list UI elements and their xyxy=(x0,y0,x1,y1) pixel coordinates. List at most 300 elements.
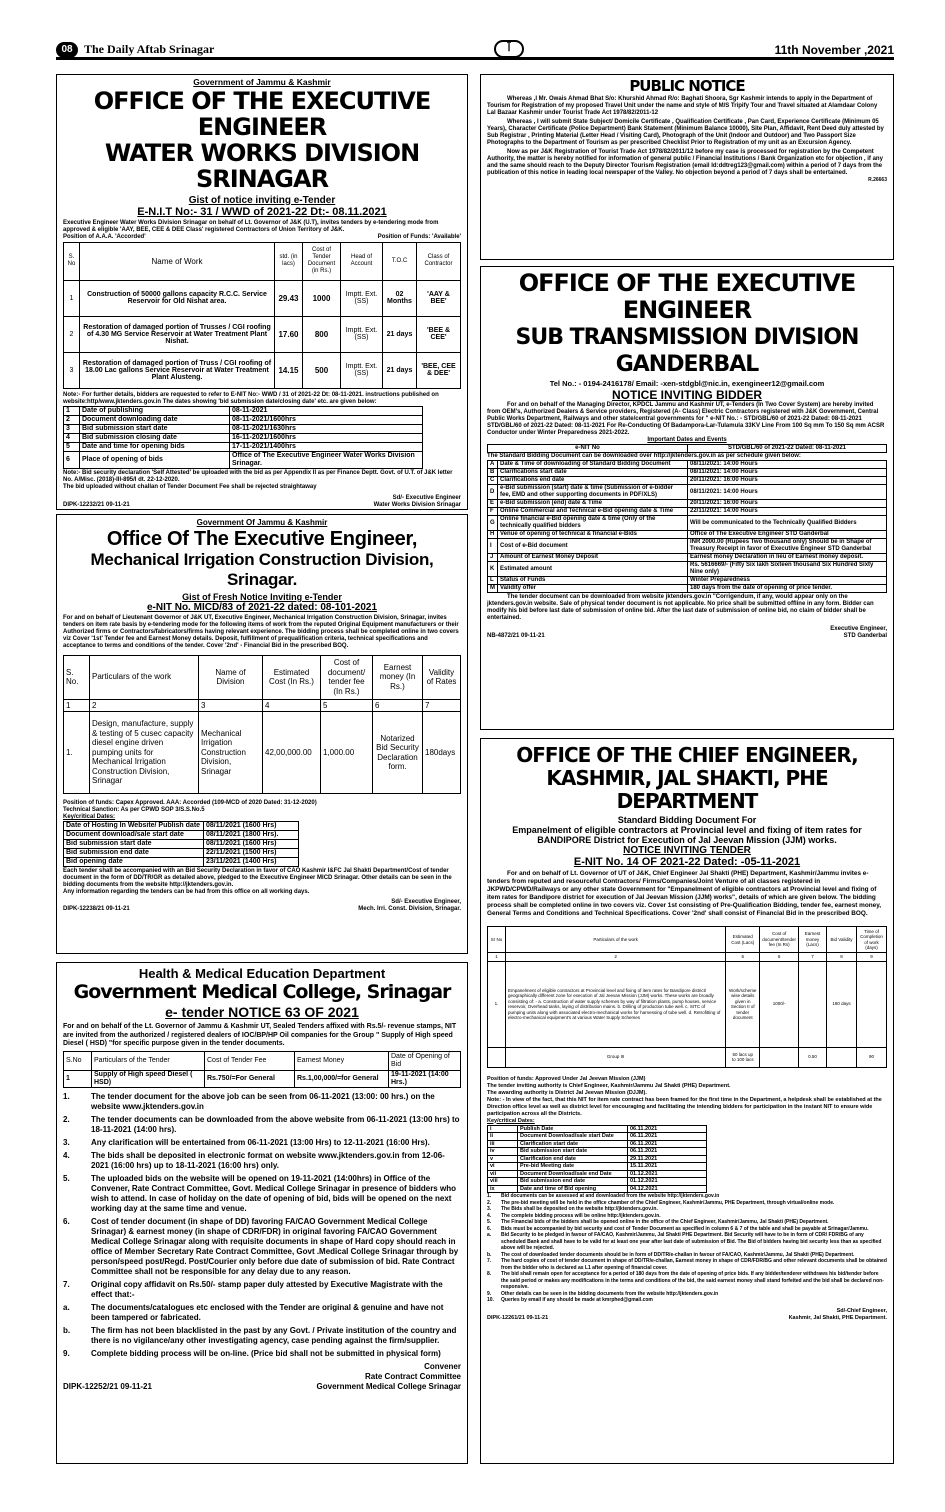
cell: 17.60 xyxy=(275,316,303,352)
cell: Bid submission closing date xyxy=(80,433,230,442)
list-item xyxy=(63,1349,461,1359)
cell xyxy=(760,1047,799,1067)
table-row xyxy=(488,500,887,508)
gmc-th: Earnest Money xyxy=(295,1051,389,1070)
std-para: The tender document can be downloaded from website jktenders.gov.in "Corrigendum, if any, would appear only on the jktenders.gov.in website. Sale of physical tender document is not applicable. No price shall be submitted offline in any form. Bidder can modify his bid before last date of submission of online bid. After the last date of submission of online bid, no claim of bidder shall be entertained. xyxy=(487,594,874,621)
cell: Date & Time of downloading of Standard Bidding Document xyxy=(498,461,688,469)
micd-th: Estimated Cost (In Rs.) xyxy=(263,655,321,699)
cell: 19-11-2021 (14:00 Hrs.) xyxy=(389,1070,461,1087)
cell: 06.11.2021 xyxy=(628,1133,707,1141)
table-row xyxy=(488,469,887,477)
list-item xyxy=(63,1115,461,1135)
cell: 08/11/2021: 14:00 Hours xyxy=(688,461,887,469)
table-row xyxy=(488,531,887,539)
cell: M xyxy=(488,585,498,593)
cell xyxy=(726,1047,760,1067)
phe-th: Earnest money (Lacs) xyxy=(799,927,827,953)
cell: 21 days xyxy=(383,352,417,388)
cell: 5 xyxy=(64,442,80,451)
cell: 2 xyxy=(64,415,80,424)
item-text: The bid shall remain open for acceptance for a period of 180 days from the date of opening of price bids. If any bidder/tenderer withdraws his bid/tender before the said period or makes any modifications in the terms and conditions of the bid, the said earnest money shall stand forfeited and the bid shall be declared non-responsive. xyxy=(501,1271,884,1290)
cell: Notarized Bid Security Declaration form. xyxy=(373,712,423,794)
item-number: 1. xyxy=(63,1091,70,1101)
item-text: The Financial bids of the bidders shall be opened online in the office of the Chief Engineer, Kashmir/Jammu, Jal Shakti (PHE) Department. xyxy=(501,1219,829,1225)
cell: 1 xyxy=(64,1070,92,1087)
cell: Supply of High speed Diesel ( HSD) xyxy=(92,1070,205,1087)
gmc-th: Particulars of the Tender xyxy=(92,1051,205,1070)
std-dates-title: Important Dates and Events xyxy=(647,437,727,443)
range-end: to 100 lacs xyxy=(731,1057,754,1062)
cell: Restoration of damaged portion of Truss / CGI roofing of 18.00 Lac gallons Service Reservoir at Water Treatment Plant Alusteng. xyxy=(80,352,275,388)
wwd-note-3: The bid uploaded without challan of Tender Document Fee shall be rejected straightaway xyxy=(63,483,317,490)
cell: Document downloading date xyxy=(80,415,230,424)
phe-works-table xyxy=(487,926,887,1068)
micd-enit: e-NIT No. MICD/83 of 2021-22 dated: 08-101-2021 xyxy=(146,601,378,613)
gmc-th: Cost of Tender Fee xyxy=(205,1051,295,1070)
wwd-th: Cost of Tender Document (in Rs.) xyxy=(303,242,341,280)
cell: Imptt. Ext. (SS) xyxy=(341,352,383,388)
gmc-dept: Health & Medical Education Department xyxy=(138,966,386,981)
cell: Office of The Executive Engineer Water Works Division Srinagar. xyxy=(230,451,423,468)
list-item xyxy=(63,1151,461,1171)
item-number: 7. xyxy=(487,1258,492,1264)
cell: Date and time for opening bids xyxy=(80,442,230,451)
cell: viii xyxy=(488,1178,518,1186)
wwd-th: Head of Account xyxy=(341,242,383,280)
cell: 14.15 xyxy=(275,352,303,388)
cell: 1000 xyxy=(303,280,341,316)
cell: Status of Funds xyxy=(498,577,688,585)
list-item xyxy=(487,1232,887,1252)
cell: Bid submission start date xyxy=(518,1148,628,1156)
cell: 9 xyxy=(857,953,887,962)
std-schedule-table xyxy=(487,460,887,593)
cell: K xyxy=(488,562,498,577)
cell: Imptt. Ext. (SS) xyxy=(341,280,383,316)
phe-th: Time of Completion of work (days) xyxy=(857,927,887,953)
cell: 6 xyxy=(64,451,80,468)
item-text: The uploaded bids on the website will be opened on 19-11-2021 (14:00hrs) in Office of the Convener, Rate Contract Committee, Govt. Medical College Srinagar in presence of bidders who wish to attend. In case of holiday on the date of opening of bid, bids will be opened on the next working day at the same time and venue. xyxy=(91,1173,456,1213)
wwd-works-table xyxy=(63,242,461,389)
cell: Office of The Executive Engineer STD Ganderbal xyxy=(688,531,887,539)
micd-para-2: Any information regarding the tenders can be had from this office on all working days. xyxy=(63,889,310,895)
phe-points xyxy=(487,1193,887,1304)
phe-th: Cost of document/tender fee (In Rs) xyxy=(760,927,799,953)
gmc-title: Government Medical College, Srinagar xyxy=(73,981,451,1003)
cell: 21 days xyxy=(383,316,417,352)
wwd-sign-2: Water Works Division Srinagar xyxy=(373,501,461,508)
std-notice xyxy=(480,266,894,730)
cell: Date of publishing xyxy=(80,406,230,415)
gmc-dipk: DIPK-12252/21 09-11-21 xyxy=(63,1381,152,1391)
cell: Bid submission start date xyxy=(80,424,230,433)
micd-key: Key/critical Dates: xyxy=(63,814,116,820)
cell: 02 Months xyxy=(383,280,417,316)
list-item xyxy=(63,1326,461,1346)
table-row xyxy=(488,1148,707,1156)
cell: I xyxy=(488,539,498,554)
public-notice xyxy=(480,74,894,260)
table-row xyxy=(64,1070,461,1087)
item-number: 9. xyxy=(487,1290,492,1297)
public-p3: Now as per J&K Registration of Tourist Trade Act 1978/82/2011/12 before my case is processed for registration by the Competent Authority, the matter is hereby notified for information of general public / Financial Institutions / Bank Organization etc for objection , if any and the same should reach to the Deputy Director Tourism Registration (email Id:ddtreg123@gmail.com) within a period of 7 days from the publication of this notice in leading local newspaper of the Valley. No objection beyond a period of 7 days shall be entertained. xyxy=(487,149,883,176)
table-row xyxy=(488,485,887,500)
micd-th: Particulars of the work xyxy=(90,655,199,699)
cell: J xyxy=(488,554,498,562)
newspaper-logo-icon: آ xyxy=(494,40,524,58)
std-enit-table xyxy=(487,444,887,453)
wwd-note: Note:- For further details, bidders are requested to refer to E-NIT No:- WWD / 31 of 2021-22 Dt: 08-11-2021. instructions published on website:http/www.jktenders.gov.in The dates showing 'bid submission date/closing date' etc. are given below: xyxy=(63,391,439,405)
range-start: 50 lacs up xyxy=(732,1051,753,1057)
micd-works-table xyxy=(63,655,461,795)
micd-sign-1: Sd/- Executive Engineer, xyxy=(391,899,461,905)
table-row xyxy=(488,539,887,554)
cell: 01.12.2021 xyxy=(628,1170,707,1178)
table-row xyxy=(488,1047,887,1067)
micd-tech: Technical Sanction: As per CPWD SOP 3/S.S.No.5 xyxy=(63,807,205,813)
cell: 08/11/2021: 14:00 Hours xyxy=(688,469,887,477)
cell: Venue of opening of technical & financial e-Bids xyxy=(498,531,688,539)
phe-funds: Position of funds: Approved Under Jal Jeevan Mission (JJM) xyxy=(487,1075,646,1082)
cell: iv xyxy=(488,1148,518,1156)
cell: Will be communicated to the Technically Qualified Bidders xyxy=(688,516,887,531)
phe-auth-2: The awarding authority is District Jal Jeevan Mission (DJJM). xyxy=(487,1089,647,1096)
micd-dipk: DIPK-12238/21 09-11-21 xyxy=(63,906,130,912)
micd-notice xyxy=(56,514,468,954)
cell: E xyxy=(488,500,498,508)
cell xyxy=(488,1047,506,1067)
table-row xyxy=(488,1140,707,1148)
phe-sign-2: Kashmir, Jal Shakti, PHE Department. xyxy=(788,1314,887,1321)
table-row xyxy=(64,840,299,849)
cell: Amount of Earnest Money Deposit xyxy=(498,554,688,562)
item-text: Other details can be seen in the bidding documents from the website http://jktenders.gov.in xyxy=(501,1290,719,1297)
cell: 06.11.2021 xyxy=(628,1148,707,1156)
cell: Clarifications start date xyxy=(498,469,688,477)
std-contact: Tel No.: - 0194-2416178/ Email: -xen-stdgbl@nic.in, exengineer12@gmail.com xyxy=(549,379,825,388)
gmc-notice-no: e- tender NOTICE 63 OF 2021 xyxy=(165,1004,359,1020)
item-text: Any clarification will be entertained from 06-11-2021 (13:00 Hrs) to 12-11-2021 (16:00 Hrs). xyxy=(91,1137,430,1147)
cell: Bid submission end date xyxy=(64,849,204,858)
cell: ii xyxy=(488,1133,518,1141)
cell: A xyxy=(488,461,498,469)
list-item xyxy=(63,1138,461,1148)
item-number: 5. xyxy=(63,1173,70,1183)
table-row xyxy=(64,415,423,424)
cell: v xyxy=(488,1155,518,1163)
page-number: 08 xyxy=(56,42,78,58)
cell: Online financial e-Bid opening date & time (Only of the technically qualified bidders xyxy=(498,516,688,531)
wwd-th: std. (in lacs) xyxy=(275,242,303,280)
table-row xyxy=(488,516,887,531)
public-ref: R.26663 xyxy=(868,177,887,183)
cell: Restoration of damaged portion of Trusses / CGI roofing of 4.30 MG Service Reservoir at Water Treatment Plant Nishat. xyxy=(80,316,275,352)
micd-th: Cost of document/ tender fee (In Rs.) xyxy=(321,655,373,699)
cell: ix xyxy=(488,1185,518,1193)
cell: 15.11.2021 xyxy=(628,1163,707,1171)
cell: 800 xyxy=(303,316,341,352)
wwd-note-2: Note:- Bid security declaration 'Self Attested' be uploaded with the bid as per Appendix II as per Finance Deptt. Govt. of U.T. of J&K letter No. A/Misc. (2018)-III-895/I dt. 22-12-2020. xyxy=(63,469,453,483)
gmc-footer xyxy=(63,1382,461,1392)
cell: 06.11.2021 xyxy=(628,1140,707,1148)
table-row xyxy=(488,953,887,962)
list-item xyxy=(63,1280,461,1300)
cell: 08/11/2021 (1800 Hrs). xyxy=(204,831,299,840)
cell: 7 xyxy=(423,699,461,712)
micd-th: Name of Division xyxy=(199,655,263,699)
cell: Publish Date xyxy=(518,1125,628,1133)
phe-sub-1: Empanelment of eligible contractors at Provincial level and fixing of item rates for xyxy=(512,825,862,835)
cell: L xyxy=(488,577,498,585)
item-text: Original copy affidavit on Rs.50/- stamp paper duly attested by Executive Magistrate with the effect that:- xyxy=(91,1279,443,1299)
cell: 2 xyxy=(506,953,726,962)
phe-key: Key/critical Dates: xyxy=(487,1117,535,1124)
cell: 1 xyxy=(64,406,80,415)
std-sign-2: STD Ganderbal xyxy=(843,633,887,639)
item-text: Complete bidding process will be on-line. (Price bid shall not be submitted in physical form) xyxy=(91,1348,441,1358)
cell: C xyxy=(488,477,498,485)
cell: 5 xyxy=(321,699,373,712)
cell: 16-11-2021/1600hrs xyxy=(230,433,423,442)
micd-gov: Government Of Jammu & Kashmir xyxy=(196,518,328,527)
wwd-dates-table xyxy=(63,406,423,469)
cell: 17-11-2021/1400hrs xyxy=(230,442,423,451)
cell: vii xyxy=(488,1170,518,1178)
micd-sign-2: Mech. Irri. Const. Division, Srinagar. xyxy=(358,906,461,912)
item-number: 3. xyxy=(63,1137,70,1147)
cell: 08-11-2021/1600hrs xyxy=(230,415,423,424)
cell: Work/scheme wise details given in Section II of tender document xyxy=(726,961,760,1047)
phe-title-2: KASHMIR, JAL SHAKTI, PHE DEPARTMENT xyxy=(546,766,828,813)
phe-nit: NOTICE INVITING TENDER xyxy=(623,845,751,856)
cell: Design, manufacture, supply & testing of 5 cusec capacity diesel engine driven pumping units for Mechanical Irrigation Construction Division, Srinagar xyxy=(90,712,199,794)
item-text: The pre-bid meeting will be held in the office chamber of the Chief Engineer, Kashmir/Jammu, PHE Department, through virtual/online mode. xyxy=(501,1199,835,1206)
cell: 22/11/2021: 14:00 Hours xyxy=(688,508,887,516)
micd-th: S. No. xyxy=(64,655,90,699)
item-text: Bids must be accompanied by bid security and cost of Tender Document as specified in column 6 & 7 of the table and shall be payable at Srinagar/Jammu. xyxy=(501,1225,869,1232)
table-row xyxy=(488,1178,707,1186)
list-item xyxy=(63,1303,461,1323)
cell: Imptt. Ext. (SS) xyxy=(341,316,383,352)
std-title-1: OFFICE OF THE EXECUTIVE ENGINEER xyxy=(518,269,856,324)
public-p2: Whereas , I will submit State Subject/ Domicile Certificate , Qualification Certificate , Pan Card, Experience Certificate (Minimum 05 Years), Character Certificate (Police Department) Bank Statement (Minimum Balance 10000), Site Plan, Affidavit, Rent Deed duly attested by Sub Registrar , Printing Material (Letter Head / Visiting Card), Photograph of the Unit (Indoor and Outdoor) and Two Passport Size Photographs to the Department of Tourism as per prescribed Checklist Prior to Registration of my unit as an Excursion Agency. xyxy=(487,119,884,146)
wwd-footer xyxy=(63,502,461,509)
cell: Empanelment of eligible contractors at Provincial level and fixing of item rates for Bandipore district/ geographically different zone for execution of Jal Jeevan Mission (JJM) works. These works are broadly consisting of: - a. Construction of water supply schemes by way of filtration plants, pump houses, service reservoir, Overhead tanks, laying of distribution mains. b. Drilling of production tube well. c. SITC of pumping units along with associated electro-mechanical works for harnessing of tube well. d. Retrofitting of electro-mechanical equipment's at various Water Supply Schemes xyxy=(506,961,726,1047)
cell: 0.50 xyxy=(799,1047,827,1067)
micd-footer xyxy=(63,906,461,913)
table-row xyxy=(488,554,887,562)
phe-dipk: DIPK-12261/21 09-11-21 xyxy=(487,1314,549,1321)
cell: 1 xyxy=(64,699,90,712)
item-number: 7. xyxy=(63,1279,70,1289)
std-intro: For and on behalf of the Managing Director, KPDCL Jammu and Kashmir UT, e-Tenders (In Two Cover System) are hereby invited from OEM's, Authorized Dealers & Service providers, Registered (A- Class) Electric Contractors registered with J&K Government, Central Public Works Department, Railways and other state/central governments for " e-NIT No.: - STD/GBL/60 of 2021-22 Dated: 08-11-2021 STD/GBL/60 of 2021-22 Dated: 08-11-2021 For Re-Conducting Of Badampora-Lar-Tulamula 33KV Line From 100 Sq mm To 150 Sq mm ACSR Conductor under Winter Preparedness 2021-2022. xyxy=(487,402,885,436)
wwd-gist: Gist of notice inviting e-Tender xyxy=(188,194,336,206)
phe-th: Estimated Cost (Lacs) xyxy=(726,927,760,953)
item-number: 4. xyxy=(487,1212,492,1219)
wwd-notice xyxy=(56,74,468,510)
list-item xyxy=(63,1092,461,1112)
cell: 500 xyxy=(303,352,341,388)
item-number: b. xyxy=(487,1251,492,1258)
table-row xyxy=(488,477,887,485)
item-number: 2. xyxy=(487,1199,492,1206)
table-row xyxy=(488,1163,707,1171)
list-item xyxy=(487,1271,887,1291)
cell: 01.12.2021 xyxy=(628,1178,707,1186)
wwd-funds: Position of Funds: 'Available' xyxy=(377,233,461,240)
cell: D xyxy=(488,485,498,500)
wwd-sign-1: Sd/- Executive Engineer xyxy=(392,494,461,501)
cell xyxy=(827,1047,857,1067)
cell: 180 days xyxy=(827,961,857,1047)
std-footer xyxy=(487,633,887,640)
item-number: 10. xyxy=(487,1297,494,1303)
micd-title-2: Mechanical Irrigation Construction Division, Srinagar. xyxy=(90,549,434,589)
cell xyxy=(857,961,887,1047)
cell: Date and time of Bid opening xyxy=(518,1185,628,1193)
cell: 23/11/2021 (1400 Hrs) xyxy=(204,858,299,867)
phe-sub-2: BANDIPORE District for Execution of Jal Jeevan Mission (JJM) works. xyxy=(537,835,837,845)
phe-th: Sr No xyxy=(488,927,506,953)
item-text: The tender documents can be downloaded from the above website from 06-11-2021 (13:00 hrs) to 18-11-2021 (14:00 hrs). xyxy=(91,1114,460,1134)
cell: e-Bid submission (end) date & Time xyxy=(498,500,688,508)
public-p1: Whereas ,I Mr. Owais Ahmad Bhat S/o: Khurshid Ahmad R/o: Baghati Shoora, Sgr Kashmir intends to apply in the Department of Tourism for Registration of my proposed Travel Unit under the name and style of M/S Tripify Tour and Travel situated at Alamdaar Colony Lal Bazaar Kashmir under Tourist Trade Act 1978/82/2011-12 xyxy=(487,96,878,116)
table-row xyxy=(64,831,299,840)
cell: 5 xyxy=(726,953,760,962)
wwd-th: T.O.C xyxy=(383,242,417,280)
cell: 1000/- xyxy=(760,961,799,1047)
std-sbd: The Standard Bidding Document can be downloaded over http://jktenders.gov.in as per schedule given below: xyxy=(487,453,801,459)
table-row xyxy=(488,461,887,469)
item-number: 2. xyxy=(63,1114,70,1124)
cell: 'AAY & BEE' xyxy=(417,280,461,316)
cell: INR 2000.00 (Rupees Two thousand only) Should be in Shape of Treasury Receipt in favor of Executive Engineer STD Ganderbal xyxy=(688,539,887,554)
issue-date: 11th November ,2021 xyxy=(774,42,894,57)
cell: 08/11/2021 (1600 Hrs) xyxy=(204,840,299,849)
cell: 180 days from the date of opening of price tender. xyxy=(688,585,887,593)
cell: 'BEE & CEE' xyxy=(417,316,461,352)
micd-dates-table xyxy=(63,821,299,867)
item-number: a. xyxy=(487,1232,492,1238)
phe-th: Bid Validity xyxy=(827,927,857,953)
cell: H xyxy=(488,531,498,539)
item-text: The hard copies of cost of tender document in shape of DD/TR/e-challan, Earnest money in shape of CDR/FDR/BG and other relevant documents shall be obtained from the bidder who is declared as L1 after opening of financial cover. xyxy=(501,1258,887,1271)
std-sign-1: Executive Engineer, xyxy=(830,626,887,632)
micd-intro: For and on behalf of Lieutenant Governor of J&K UT, Executive Engineer, Mechanical Irrigation Construction Division, Srinagar, invites tenders on item rate basis by e-tendering mode for the following items of work from the reputed Original Equipment manufacturers or their Authorized firms or Contractors/fabricators/firms having relevant experience. The bidding process shall be completed online in two covers viz Cover '1st' Tender fee and Earnest Money details. Deposit, fulfillment of prequalification criteria, technical specifications and acceptance to terms and conditions of the tender. Cover '2nd' - Financial Bid in the prescribed BOQ. xyxy=(63,614,459,649)
cell: Online Commercial and Technical e-Bid opening date & Time xyxy=(498,508,688,516)
list-item xyxy=(63,1174,461,1214)
table-row xyxy=(488,1185,707,1193)
cell: Bid submission end date xyxy=(518,1178,628,1186)
table-row xyxy=(488,508,887,516)
table-row xyxy=(488,1155,707,1163)
wwd-th: Class of Contractor xyxy=(417,242,461,280)
cell: 6 xyxy=(760,953,799,962)
table-row xyxy=(488,1170,707,1178)
item-text: The tender document for the above job can be seen from 06-11-2021 (13:00: 00 hrs.) on the website www.jktenders.gov.in xyxy=(91,1091,435,1111)
cell: Rs. 5616669/- (Fifty Six lakh Sixteen thousand Six Hundred Sixty Nine only) xyxy=(688,562,887,577)
cell: F xyxy=(488,508,498,516)
phe-note: Note: - In view of the fact, that this NIT for item rate contract has been framed for the first time in the Department, a helpdesk shall be established at the Direction office level as well as district level for encouraging and facilitating the intending bidders for participation in the instant NIT to ensure wide participation across all the Districts. xyxy=(487,1096,882,1117)
table-row xyxy=(488,577,887,585)
micd-gist: Gist of Fresh Notice Inviting e-Tender xyxy=(182,591,342,602)
gmc-items xyxy=(63,1092,461,1359)
cell: G xyxy=(488,516,498,531)
cell: 29.11.2021 xyxy=(628,1155,707,1163)
table-row xyxy=(64,822,299,831)
cell: 08/11/2021 (1600 Hrs) xyxy=(204,822,299,831)
cell: 3 xyxy=(64,352,80,388)
table-row xyxy=(64,316,461,352)
cell: Winter Preparedness xyxy=(688,577,887,585)
list-item xyxy=(487,1297,887,1304)
table-row xyxy=(64,712,461,794)
cell: 1,000.00 xyxy=(321,712,373,794)
cell: 20/11/2021: 16:00 Hours xyxy=(688,500,887,508)
micd-para: Each tender shall be accompanied with an Bid Security Declaration in favor of CAO Kashmir I&FC Jal Shakti Department/Cost of tender document in the form of DD/TR/GR as detailed above, pledged to the Executive Engineer MICD Srinagar. Other details can be seen in the bidding documents from the website http://jktenders.gov.in. xyxy=(63,868,452,888)
micd-th: Validity of Rates xyxy=(423,655,461,699)
cell: Bid opening date xyxy=(64,858,204,867)
cell: Document Download/sale end Date xyxy=(518,1170,628,1178)
phe-th: Particulars of the work xyxy=(506,927,726,953)
cell: Validity offer xyxy=(498,585,688,593)
wwd-intro: Executive Engineer Water Works Division Srinagar on behalf of Lt. Governor of J&K (U.T), invites tenders by e-tendering mode from approved & eligible 'AAY, BEE, CEE & DEE Class' registered Contractors of Union Territory of J&K. xyxy=(63,219,439,233)
gmc-sign-3: Government Medical College Srinagar xyxy=(316,1381,461,1391)
item-text: Bid documents can be assessed at and downloaded from the website http://jktenders.gov.in xyxy=(501,1193,720,1199)
newspaper-name: The Daily Aftab Srinagar xyxy=(84,42,215,56)
table-row xyxy=(64,451,423,468)
cell: 06.11.2021 xyxy=(628,1125,707,1133)
cell: 42,00,000.00 xyxy=(263,712,321,794)
cell: Pre-bid Meeting date xyxy=(518,1163,628,1171)
std-nib: NOTICE INVITING BIDDER xyxy=(611,388,762,402)
public-notice-title: PUBLIC NOTICE xyxy=(629,77,745,95)
wwd-th: S. No xyxy=(64,242,80,280)
cell: 08-11-2021/1630hrs xyxy=(230,424,423,433)
std-nb: NB-4872/21 09-11-21 xyxy=(487,633,545,639)
table-row xyxy=(64,406,423,415)
phe-intro: For and on behalf of Lt. Governor of UT of J&K, Chief Engineer Jal Shakti (PHE) Department, Kashmir/Jammu invites e-tenders from reputed and resourceful Contractors/ Firms/Companies/Joint Venture of all classes registered in JKPWD/CPWD/Railways or any other state Government for "Empanelment of eligible contractors at Provincial level and fixing of item rates for Bandipore district for execution of Jal Jeevan Mission (JJM) works", details of which are given below. The bidding process shall be completed online in two covers viz. Cover 1st consisting of Pre-Qualification Bidding, tender fee, earnest money, General Terms and Conditions and Technical Specifications. Cover '2nd' shall consist of Financial Bid in the prescribed BOQ. xyxy=(487,870,882,917)
cell: Date of Hosting In Website/ Publish date xyxy=(64,822,204,831)
cell: Mechanical Irrigation Construction Division, Srinagar xyxy=(199,712,263,794)
cell: Place of opening of bids xyxy=(80,451,230,468)
cell: vi xyxy=(488,1163,518,1171)
item-text: The firm has not been blacklisted in the past by any Govt. / Private institution of the country and there is no vigilance/any other investigating agency, case pending against the firm/supplier. xyxy=(91,1325,457,1345)
table-row xyxy=(64,352,461,388)
item-number: 5. xyxy=(487,1219,492,1225)
phe-auth-1: The tender inviting authority is Chief Engineer, Kashmir/Jammu Jal Shakti (PHE) Department. xyxy=(487,1082,731,1089)
cell: Group III xyxy=(506,1047,726,1067)
cell: 1 xyxy=(488,953,506,962)
item-number: 8. xyxy=(487,1271,492,1277)
cell: 08/11/2021: 14:00 Hours xyxy=(688,485,887,500)
wwd-dipk: DIPK-12232/21 09-11-21 xyxy=(63,501,130,508)
table-row xyxy=(64,424,423,433)
table-row xyxy=(488,1133,707,1141)
cell: 4 xyxy=(64,433,80,442)
cell: STD/GBL/60 of 2021-22 Dated: 08-11-2021 xyxy=(688,445,887,453)
item-text: Bid Security to be pledged in favour of FA/CAO, Kashmir/Jammu, Jal Shakti PHE Department. Bid Security will have to be in form of CDR/ FDR/BG of any scheduled Bank and shall have to be valid for at least one year after last date of submission of Bid. The Bid of bidders having bid security less than as specified above will be rejected. xyxy=(501,1232,882,1251)
list-item xyxy=(63,1217,461,1277)
wwd-gov: Government of Jammu & Kashmir xyxy=(193,77,331,87)
table-row xyxy=(64,442,423,451)
item-number: 6. xyxy=(487,1225,492,1232)
micd-title-1: Office Of The Executive Engineer, xyxy=(106,527,418,550)
phe-sign-1: Sd/-Chief Engineer, xyxy=(836,1307,887,1314)
item-number: b. xyxy=(63,1325,71,1335)
table-row xyxy=(488,585,887,593)
cell: 'BEE, CEE & DEE' xyxy=(417,352,461,388)
